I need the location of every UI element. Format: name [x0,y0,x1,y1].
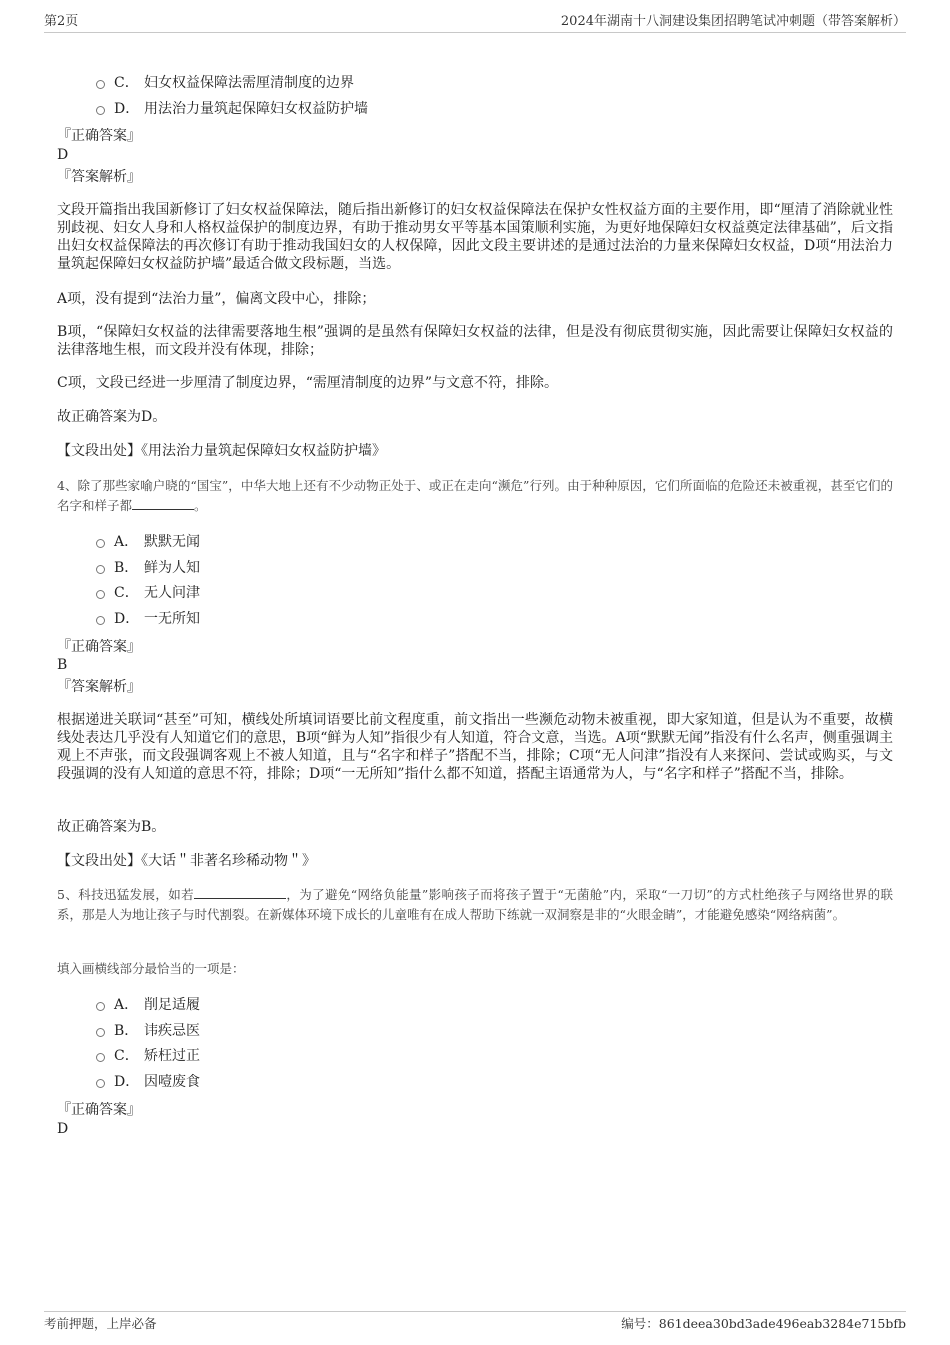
option-text: 一无所知 [144,611,200,627]
q5-option-a[interactable]: A． 削足适履 [96,996,200,1014]
radio-icon[interactable] [96,616,105,625]
source-citation: 【文段出处】《大话＂非著名珍稀动物＂》 [57,853,316,869]
radio-icon[interactable] [96,1053,105,1062]
document-code: 编号：861deea30bd3ade496eab3284e715bfb [621,1316,906,1331]
radio-icon[interactable] [96,565,105,574]
option-text: 用法治力量筑起保障妇女权益防护墙 [144,101,368,117]
q5-option-b[interactable]: B． 讳疾忌医 [96,1022,200,1040]
q4-option-d[interactable]: D． 一无所知 [96,610,200,628]
analysis-label: 『答案解析』 [57,679,141,695]
analysis-paragraph: 根据递进关联词“甚至”可知，横线处所填词语要比前文程度重，前文指出一些濒危动物未被重视，即大家知道，但是认为不重要，故横线处表达几乎没有人知道它们的意思，B项“鲜为人知”指很少有人知道，符合文意，当选。A项“默默无闻”指没有什么名声，侧重强调主观上不声张，而文段强调客观上不被人知道，且与“名字和样子”搭配不当，排除；C项“无人问津”指没有人来探问、尝试或购买，与文段强调的没有人知道的意思不符，排除；D项“一无所知”指什么都不知道，搭配主语通常为人，与“名字和样子”搭配不当，排除。 [57,712,893,782]
analysis-paragraph: 文段开篇指出我国新修订了妇女权益保障法，随后指出新修订的妇女权益保障法在保护女性权益方面的主要作用，即“厘清了消除就业性别歧视、妇女人身和人格权益保护的制度边界，有助于推动男女平等基本国策顺利实施，为更好地保障妇女权益奠定法律基础”，后文指出妇女权益保障法的再次修订有助于推动我国妇女的人权保障，因此文段主要讲述的是通过法治的力量来保障妇女权益，D项“用法治力量筑起保障妇女权益防护墙”最适合做文段标题，当选。 [57,202,893,272]
q4-option-b[interactable]: B． 鲜为人知 [96,559,200,577]
q3-option-d[interactable]: D． 用法治力量筑起保障妇女权益防护墙 [96,100,368,118]
radio-icon[interactable] [96,590,105,599]
radio-icon[interactable] [96,106,105,115]
q5-option-c[interactable]: C． 矫枉过正 [96,1047,200,1065]
page-header [44,14,906,33]
footer-slogan: 考前押题，上岸必备 [44,1316,157,1331]
fill-blank [194,885,286,899]
option-text: 妇女权益保障法需厘清制度的边界 [144,75,354,91]
option-text: 默默无闻 [144,534,200,550]
question-stem: 5、科技迅猛发展，如若 ，为了避免“网络负能量”影响孩子而将孩子置于“无菌舱”内，采取“一刀切”的方式杜绝孩子与网络世界的联系，那是人为地让孩子与时代割裂。在新媒体环境下成长的儿童唯有在成人帮助下练就一双洞察是非的“火眼金睛”，才能避免感染“网络病菌”。 [57,887,893,922]
analysis-label: 『答案解析』 [57,169,141,185]
answer-label: 『正确答案』 [57,1102,141,1118]
analysis-conclusion: 故正确答案为D。 [57,409,167,425]
question-stem: 4、除了那些家喻户晓的“国宝”，中华大地上还有不少动物正处于、或正在走向“濒危”行列。由于种种原因，它们所面临的危险还未被重视，甚至它们的名字和样子都 。 [57,478,893,513]
radio-icon[interactable] [96,1028,105,1037]
analysis-paragraph: A项，没有提到“法治力量”，偏离文段中心，排除； [57,291,376,307]
fill-blank [132,496,194,510]
page-footer [44,1311,906,1332]
radio-icon[interactable] [96,1002,105,1011]
analysis-paragraph: C项，文段已经进一步厘清了制度边界，“需厘清制度的边界”与文意不符，排除。 [57,375,559,391]
page-number: 第2页 [44,14,79,29]
q3-option-c[interactable]: C． 妇女权益保障法需厘清制度的边界 [96,74,354,92]
answer-value: B [57,657,68,673]
answer-label: 『正确答案』 [57,128,141,144]
answer-label: 『正确答案』 [57,639,141,655]
radio-icon[interactable] [96,80,105,89]
radio-icon[interactable] [96,1079,105,1088]
answer-value: D [57,1121,69,1137]
analysis-conclusion: 故正确答案为B。 [57,819,166,835]
option-text: 削足适履 [144,997,200,1013]
question-prompt: 填入画横线部分最恰当的一项是： [57,961,245,976]
option-text: 鲜为人知 [144,560,200,576]
option-text: 矫枉过正 [144,1048,200,1064]
option-text: 因噎废食 [144,1074,200,1090]
q4-option-a[interactable]: A． 默默无闻 [96,533,200,551]
source-citation: 【文段出处】《用法治力量筑起保障妇女权益防护墙》 [57,443,386,459]
option-text: 讳疾忌医 [144,1023,200,1039]
analysis-paragraph: B项，“保障妇女权益的法律需要落地生根”强调的是虽然有保障妇女权益的法律，但是没有彻底贯彻实施，因此需要让保障妇女权益的法律落地生根，而文段并没有体现，排除； [57,324,893,358]
q5-option-d[interactable]: D． 因噎废食 [96,1073,200,1091]
document-title: 2024年湖南十八洞建设集团招聘笔试冲刺题（带答案解析） [560,14,906,29]
radio-icon[interactable] [96,539,105,548]
q4-option-c[interactable]: C． 无人问津 [96,584,200,602]
option-text: 无人问津 [144,585,200,601]
answer-value: D [57,147,69,163]
